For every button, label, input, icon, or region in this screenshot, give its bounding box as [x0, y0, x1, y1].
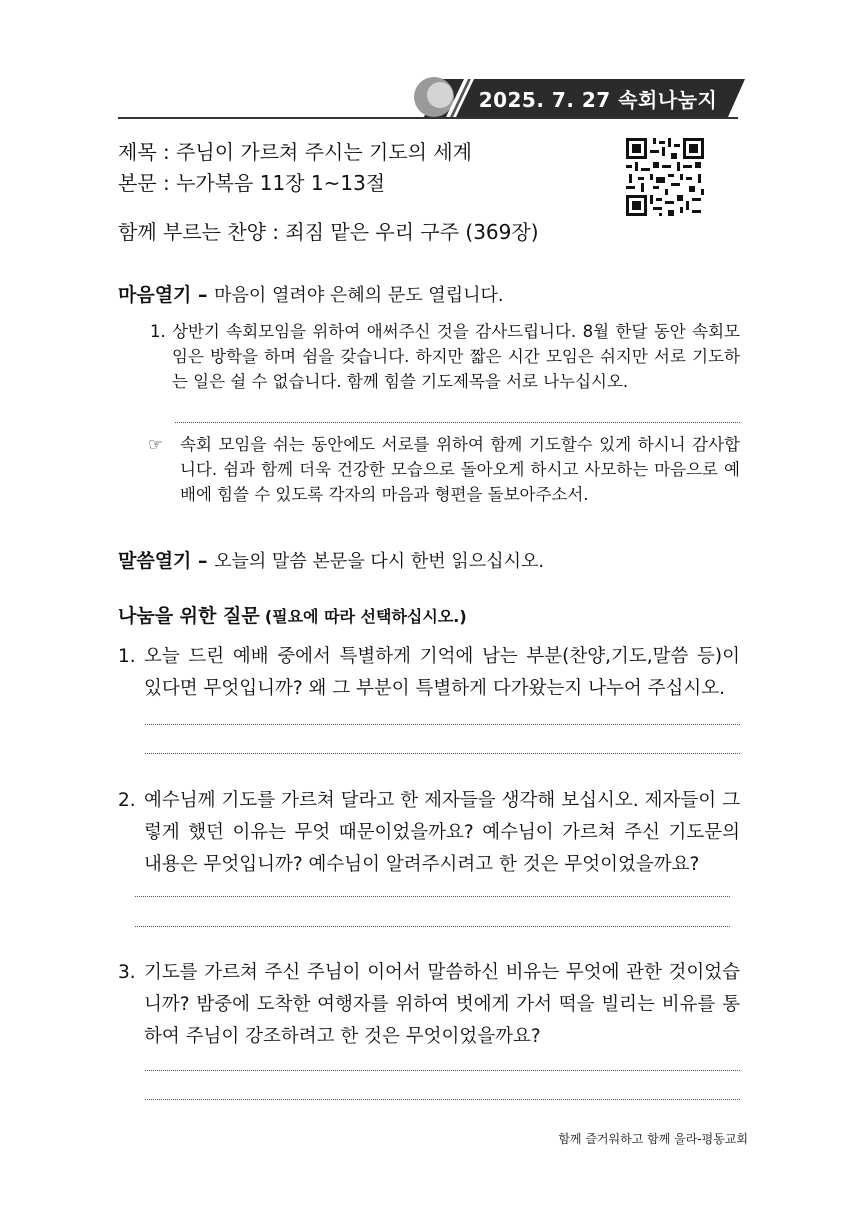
page-title: 2025. 7. 27 속회나눔지 — [478, 88, 718, 112]
question-text: 예수님께 기도를 가르쳐 달라고 한 제자들을 생각해 보십시오. 제자들이 그렇게 했던 이유는 무엇 때문이었을까요? 예수님이 가르쳐 주신 기도문의 내용은 무엇입니까? 예수님이 알려주시려고 한 것은 무엇이었을까요? — [144, 790, 740, 875]
section-description: 마음이 열려야 은혜의 문도 열립니다. — [214, 285, 504, 306]
question-text: 기도를 가르쳐 주신 주님이 이어서 말씀하신 비유는 무엇에 관한 것이었습니까? 밤중에 도착한 여행자를 위하여 벗에게 가서 떡을 빌리는 비유를 통하여 주님이 강조하려고 한 것은 무엇이었을까요? — [144, 962, 740, 1047]
footer-text: 함께 즐거워하고 함께 울라-평동교회 — [558, 1132, 748, 1146]
sermon-subject: 제목 : 주님이 가르쳐 주시는 기도의 세계 — [118, 140, 473, 164]
section-dash: – — [191, 284, 215, 306]
answer-line[interactable] — [145, 724, 740, 725]
section-maeum-yeolgi — [118, 280, 758, 307]
answer-line[interactable] — [135, 896, 730, 897]
answer-line[interactable] — [145, 1099, 740, 1100]
qr-code-icon[interactable] — [626, 138, 704, 216]
section-note: (필요에 따라 선택하십시오.) — [264, 607, 467, 626]
pointing-hand-icon: ☞ — [148, 435, 163, 454]
answer-line[interactable] — [145, 1070, 740, 1071]
question-number: 3. — [118, 962, 136, 983]
section-description: 오늘의 말씀 본문을 다시 한번 읽으십시오. — [214, 551, 545, 572]
sermon-scripture: 본문 : 누가복음 11장 1~13절 — [118, 171, 386, 195]
answer-line[interactable] — [145, 753, 740, 754]
item-text: 상반기 속회모임을 위하여 애써주신 것을 감사드립니다. 8월 한달 동안 속회모임은 방학을 하며 쉼을 갖습니다. 하지만 짧은 시간 모임은 쉬지만 서로 기도하는 일은 쉴 수 없습니다. 함께 힘쓸 기도제목을 서로 나누십시오. — [172, 322, 740, 391]
section-heading: 나눔을 위한 질문 — [118, 605, 260, 627]
question-text: 오늘 드린 예배 중에서 특별하게 기억에 남는 부분(찬양,기도,말씀 등)이 있다면 무엇입니까? 왜 그 부분이 특별하게 다가왔는지 나누어 주십시오. — [144, 646, 740, 699]
section-heading: 마음열기 — [118, 284, 192, 306]
item-number: 1. — [150, 322, 166, 341]
answer-line[interactable] — [135, 926, 730, 927]
answer-line — [175, 422, 740, 423]
section-questions — [118, 601, 758, 628]
section-heading: 말씀열기 — [118, 550, 192, 572]
section-malsseum-yeolgi — [118, 546, 758, 573]
question-number: 2. — [118, 790, 136, 811]
prayer-text: 속회 모임을 쉬는 동안에도 서로를 위하여 함께 기도할수 있게 하시니 감사합니다. 쉼과 함께 더욱 건강한 모습으로 돌아오게 하시고 사모하는 마음으로 예배에 힘쓸 수 있도록 각자의 마음과 형편을 돌보아주소서. — [180, 435, 740, 504]
section-dash: – — [191, 550, 215, 572]
question-number: 1. — [118, 646, 136, 667]
hymn-line: 함께 부르는 찬양 : 죄짐 맡은 우리 구주 (369장) — [118, 220, 539, 244]
